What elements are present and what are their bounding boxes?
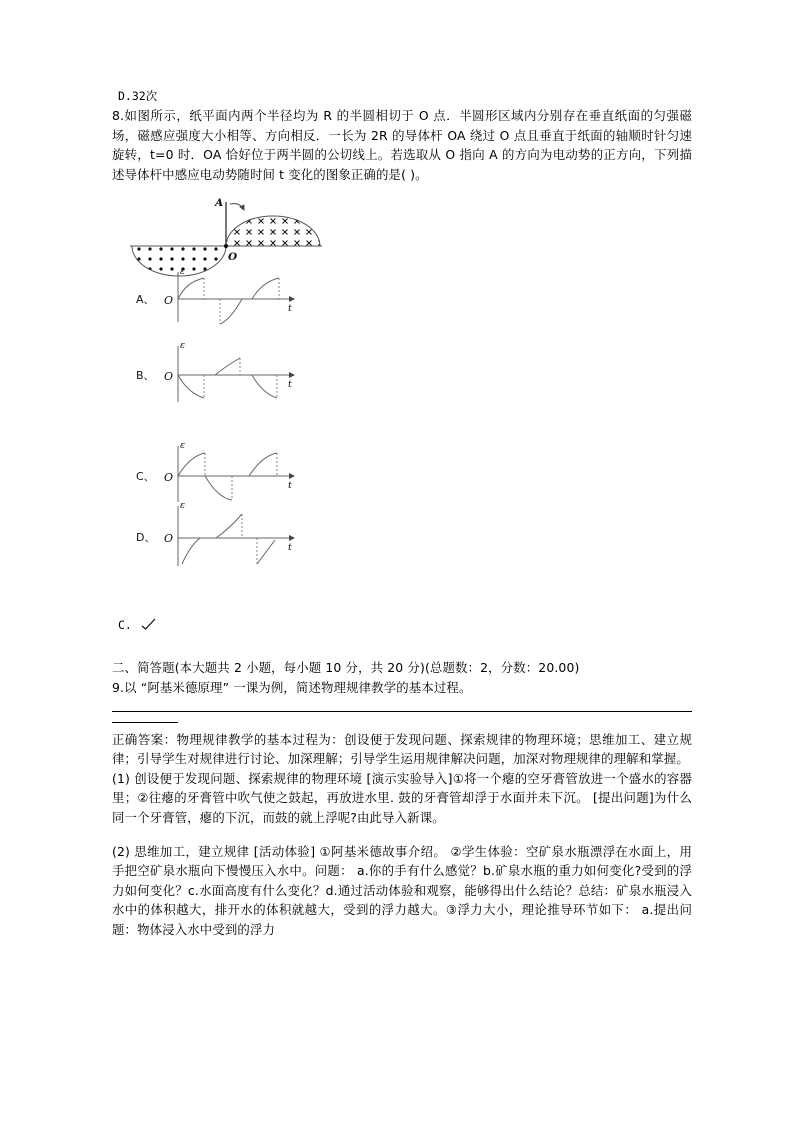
option-d-origin: O [164, 532, 174, 546]
question-8-text: 8.如图所示，纸平面内两个半径均为 R 的半圆相切于 O 点．半圆形区域内分别存在垂直纸面的匀强磁场，磁感应强度大小相等、方向相反．一长为 2R 的导体杆 OA 绕过 O 点且垂直于纸面的轴顺时针匀速旋转，t=0 时．OA 恰好位于两半圆的公切线上。若选取从 O 指向 A 的方向为电动势的正方向，下列描述导体杆中感应电动势随时间 t 变化的图象正确的是( )。 [112, 108, 692, 182]
answer-paragraph-1: (1) 创设便于发现问题、探索规律的物理环境 [演示实验导入]①将一个瘪的空牙膏管放进一个盛水的容器里；②往瘪的牙膏管中吹气使之鼓起，再放进水里. 鼓的牙膏管却浮于水面并未下沉。 [提出问题]为什么同一个牙膏管，瘪的下沉，而鼓的就上浮呢?由此导入新课。 [112, 770, 692, 825]
option-d-key: D、 [136, 531, 156, 545]
option-a-y-label: ε [180, 266, 186, 278]
question-8-answer-letter: C. [118, 618, 132, 633]
label-O-diagram: O [228, 251, 238, 264]
section-2-title: 二、简答题(本大题共 2 小题，每小题 10 分，共 20 分)(总题数：2，分数：20.00) [112, 660, 580, 676]
question-9-text: 9.以 “阿基米德原理” 一课为例，简述物理规律教学的基本过程。 [112, 679, 472, 695]
rotation-arrow [230, 204, 244, 210]
option-d-x-label: t [288, 542, 292, 554]
right-field-crosses [226, 212, 321, 246]
question-8-answer [112, 618, 692, 632]
page-content [112, 88, 692, 940]
section-divider-full [112, 711, 692, 712]
option-c-graph [136, 440, 294, 502]
option-b-origin: O [164, 370, 174, 384]
semicircle-field-diagram [130, 197, 322, 280]
option-c-key: C、 [136, 470, 155, 484]
physics-figure-svg [112, 194, 692, 614]
answer-paragraph-2: (2) 思维加工，建立规律 [活动体验] ①阿基米德故事介绍。 ②学生体验：空矿泉水瓶漂浮在水面上，用手把空矿泉水瓶向下慢慢压入水中。问题： a.你的手有什么感觉？b.矿泉水瓶的重力如何变化?受到的浮力如何变化？c.水面高度有什么变化？d.通过活动体验和观察，能够得出什么结论？总结：矿泉水瓶浸入水中的体积越大，排开水的体积就越大，受到的浮力越大。③浮力大小，理论推导环节如下： a.提出问题：物体浸入水中受到的浮力 [112, 843, 692, 937]
answer-divider-short [112, 722, 178, 723]
option-b-graph [136, 340, 294, 402]
option-c-y-label: ε [180, 440, 186, 452]
option-c-origin: O [164, 471, 174, 485]
option-b-y-label: ε [180, 340, 186, 352]
question-8-figure [112, 194, 692, 614]
previous-question-option: D.32次 [118, 89, 158, 103]
option-d-y-label: ε [180, 500, 186, 512]
point-o-dot [224, 244, 228, 248]
option-a-x-label: t [288, 303, 292, 315]
label-A: A [215, 197, 224, 210]
correct-answer-intro: 正确答案：物理规律教学的基本过程为：创设便于发现问题、探索规律的物理环境；思维加工、建立规律；引导学生对规律进行讨论、加深理解；引导学生运用规律解决问题，加深对物理规律的理解和掌握。 [112, 731, 692, 767]
check-mark-icon [141, 618, 157, 632]
option-a-origin: O [164, 294, 174, 308]
option-b-x-label: t [288, 379, 292, 391]
option-d-graph [136, 500, 294, 566]
option-a-graph [136, 266, 294, 324]
option-c-x-label: t [288, 480, 292, 492]
question-9-answer [112, 730, 692, 940]
option-a-key: A、 [136, 293, 155, 307]
option-b-key: B、 [136, 369, 155, 383]
